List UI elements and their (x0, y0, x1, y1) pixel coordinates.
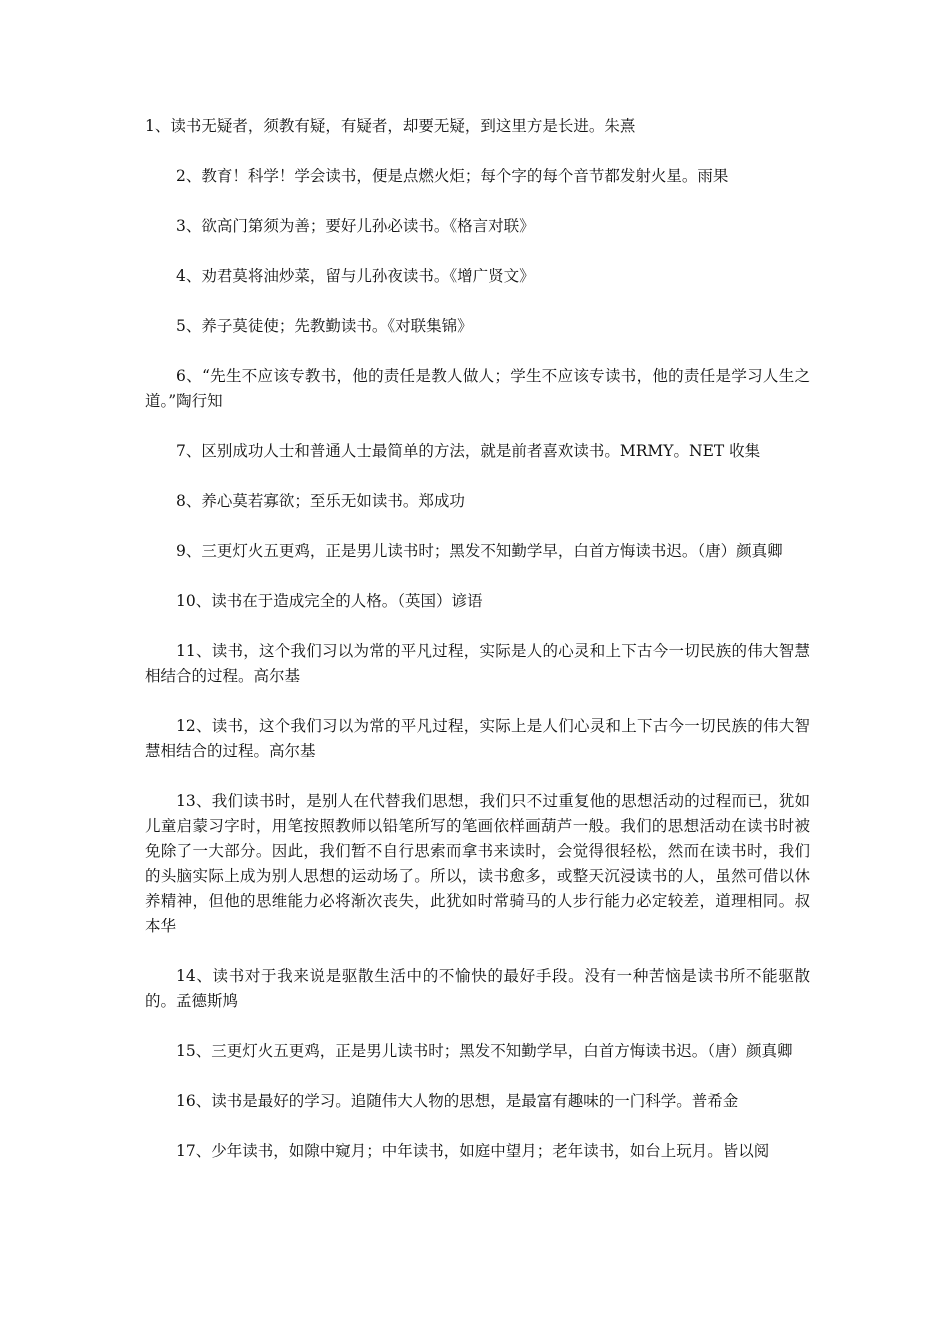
quote-5: 5、养子莫徒使；先教勤读书。《对联集锦》 (176, 317, 473, 335)
quote-3: 3、欲高门第须为善；要好儿孙必读书。《格言对联》 (176, 217, 535, 235)
quote-11: 11、读书，这个我们习以为常的平凡过程，实际是人的心灵和上下古今一切民族的伟大智慧相结合的过程。高尔基 (145, 642, 810, 685)
quote-6: 6、“先生不应该专教书，他的责任是教人做人；学生不应该专读书，他的责任是学习人生之道。”陶行知 (145, 367, 810, 410)
quote-16: 16、读书是最好的学习。追随伟大人物的思想，是最富有趣味的一门科学。普希金 (176, 1092, 739, 1110)
quote-13: 13、我们读书时，是别人在代替我们思想，我们只不过重复他的思想活动的过程而已，犹如儿童启蒙习字时，用笔按照教师以铅笔所写的笔画依样画葫芦一般。我们的思想活动在读书时被免除了一大部分。因此，我们暂不自行思索而拿书来读时，会觉得很轻松，然而在读书时，我们的头脑实际上成为别人思想的运动场了。所以，读书愈多，或整天沉浸读书的人，虽然可借以休养精神，但他的思维能力必将渐次丧失，此犹如时常骑马的人步行能力必定较差，道理相同。叔本华 (145, 792, 810, 935)
quote-2: 2、教育！科学！学会读书，便是点燃火炬；每个字的每个音节都发射火星。雨果 (176, 167, 729, 185)
quote-8: 8、养心莫若寡欲；至乐无如读书。郑成功 (176, 492, 465, 510)
document-body (145, 114, 810, 1189)
quote-17: 17、少年读书，如隙中窥月；中年读书，如庭中望月；老年读书，如台上玩月。皆以阅 (176, 1142, 770, 1160)
quote-14: 14、读书对于我来说是驱散生活中的不愉快的最好手段。没有一种苦恼是读书所不能驱散的。孟德斯鸠 (145, 967, 810, 1010)
quote-9: 9、三更灯火五更鸡，正是男儿读书时；黑发不知勤学早，白首方悔读书迟。（唐）颜真卿 (176, 542, 783, 560)
quote-15: 15、三更灯火五更鸡，正是男儿读书时；黑发不知勤学早，白首方悔读书迟。（唐）颜真卿 (176, 1042, 793, 1060)
quote-12: 12、读书，这个我们习以为常的平凡过程，实际上是人们心灵和上下古今一切民族的伟大智慧相结合的过程。高尔基 (145, 717, 810, 760)
quote-7: 7、区别成功人士和普通人士最简单的方法，就是前者喜欢读书。MRMY。NET 收集 (176, 442, 761, 460)
quote-1: 1、读书无疑者，须教有疑，有疑者，却要无疑，到这里方是长进。朱熹 (145, 117, 636, 135)
quote-4: 4、劝君莫将油炒菜，留与儿孙夜读书。《增广贤文》 (176, 267, 535, 285)
quote-10: 10、读书在于造成完全的人格。（英国）谚语 (176, 592, 483, 610)
